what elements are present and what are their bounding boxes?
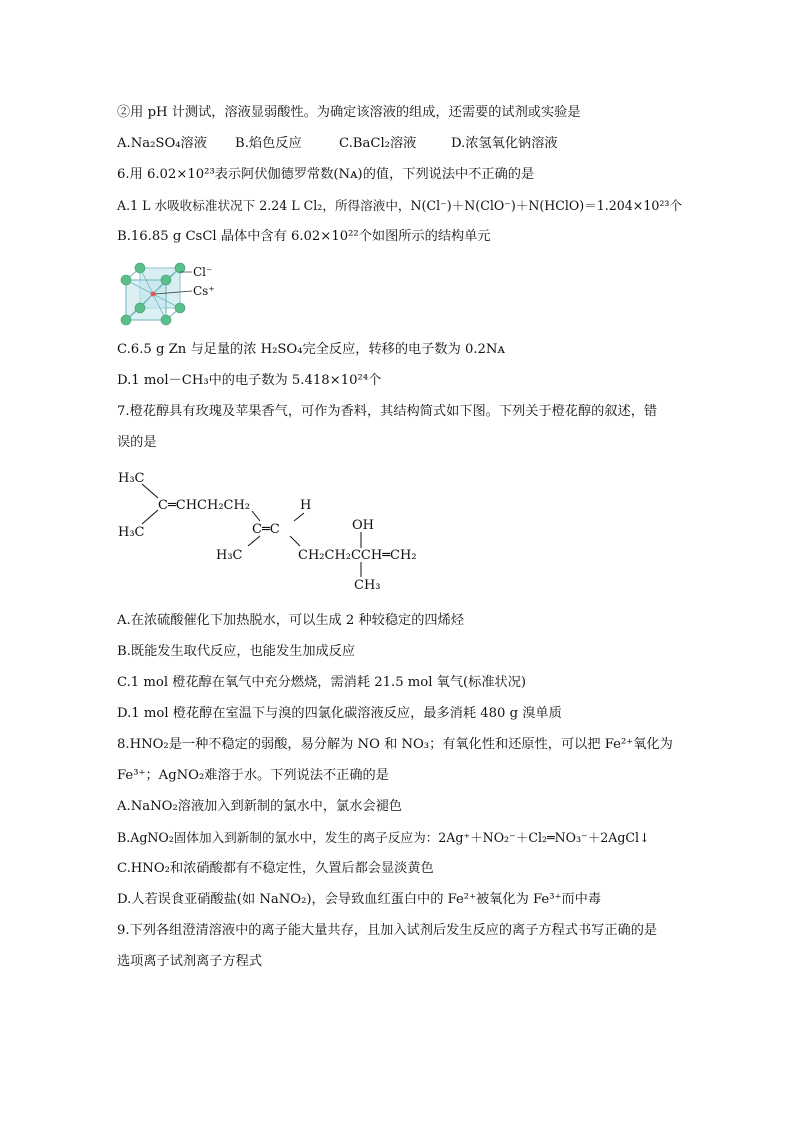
chain-1-label: C═CHCH₂CH₂ (158, 498, 251, 513)
h3c-left-label: H₃C (118, 525, 145, 540)
cl-ion-label: Cl⁻ (193, 265, 213, 279)
cscl-crystal-diagram (112, 258, 232, 330)
q5-statement-2: ②用 pH 计测试，溶液显弱酸性。为确定该溶液的组成，还需要的试剂或实验是 (117, 105, 581, 120)
q5-option-c: C.BaCl₂溶液 (339, 136, 417, 151)
q8-option-b: B.AgNO₂固体加入到新制的氯水中，发生的离子反应为：2Ag⁺＋NO₂⁻＋Cl₂═NO₃⁻＋2AgCl↓ (117, 830, 650, 845)
q8-stem-line-1: 8.HNO₂是一种不稳定的弱酸，易分解为 NO 和 NO₃；有氧化性和还原性，可以把 Fe²⁺氧化为 (117, 737, 673, 752)
q6-stem: 6.用 6.02×10²³表示阿伏伽德罗常数(Nᴀ)的值，下列说法中不正确的是 (117, 167, 535, 182)
q7-option-c: C.1 mol 橙花醇在氧气中充分燃烧，需消耗 21.5 mol 氧气(标准状况) (117, 675, 527, 690)
q9-stem: 9.下列各组澄清溶液中的离子能大量共存，且加入试剂后发生反应的离子方程式书写正确的是 (117, 923, 658, 938)
h3c-bottom-label: H₃C (216, 548, 243, 563)
q8-option-d: D.人若误食亚硝酸盐(如 NaNO₂)，会导致血红蛋白中的 Fe²⁺被氧化为 Fe³⁺而中毒 (117, 892, 602, 907)
q7-option-a: A.在浓硫酸催化下加热脱水，可以生成 2 种较稳定的四烯烃 (117, 613, 464, 628)
cs-ion-label: Cs⁺ (193, 284, 215, 298)
double-bond-label: C═C (252, 522, 280, 537)
nerol-structure-diagram (112, 462, 442, 600)
q8-option-c: C.HNO₂和浓硝酸都有不稳定性，久置后都会显淡黄色 (117, 861, 434, 876)
q5-option-a: A.Na₂SO₄溶液 (117, 136, 207, 151)
q6-option-a: A.1 L 水吸收标准状况下 2.24 L Cl₂，所得溶液中，N(Cl⁻)＋N(ClO⁻)＋N(HClO)＝1.204×10²³个 (117, 198, 683, 213)
h3c-top-label: H₃C (118, 471, 145, 486)
q5-option-d: D.浓氢氧化钠溶液 (451, 136, 558, 151)
q6-option-c: C.6.5 g Zn 与足量的浓 H₂SO₄完全反应，转移的电子数为 0.2Nᴀ (117, 342, 505, 357)
q7-option-b: B.既能发生取代反应，也能发生加成反应 (117, 644, 356, 659)
q6-option-d: D.1 mol－CH₃中的电子数为 5.418×10²⁴个 (117, 373, 382, 388)
oh-label: OH (352, 518, 374, 533)
q5-options (117, 135, 558, 153)
q8-option-a: A.NaNO₂溶液加入到新制的氯水中，氯水会褪色 (117, 799, 402, 814)
q5-option-b: B.焰色反应 (235, 136, 302, 151)
ch3-label: CH₃ (354, 578, 381, 593)
q7-option-d: D.1 mol 橙花醇在室温下与溴的四氯化碳溶液反应，最多消耗 480 g 溴单质 (117, 706, 562, 721)
q7-stem-line-2: 误的是 (117, 435, 157, 450)
h-top-label: H (300, 498, 312, 513)
chain-2-label: CH₂CH₂CCH═CH₂ (298, 548, 417, 563)
q8-stem-line-2: Fe³⁺；AgNO₂难溶于水。下列说法不正确的是 (117, 768, 389, 783)
q6-option-b: B.16.85 g CsCl 晶体中含有 6.02×10²²个如图所示的结构单元 (117, 229, 491, 244)
q9-table-header: 选项离子试剂离子方程式 (117, 954, 263, 969)
q7-stem-line-1: 7.橙花醇具有玫瑰及苹果香气，可作为香料，其结构简式如下图。下列关于橙花醇的叙述，错 (117, 404, 658, 419)
